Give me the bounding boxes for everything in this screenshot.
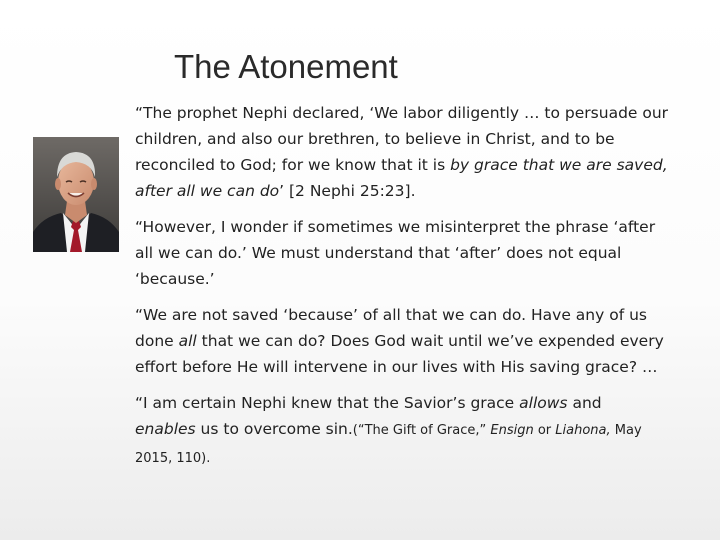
quote-line xyxy=(135,390,705,416)
quote-text: “However, I wonder if sometimes we misinterpret the phrase ‘after xyxy=(135,218,656,236)
quote-line xyxy=(135,328,705,354)
quote-text: ‘because.’ xyxy=(135,270,215,288)
quote-text: “I am certain Nephi knew that the Savior’s grace xyxy=(135,394,520,412)
quote-text: “The prophet Nephi declared, ‘We labor diligently … to persuade our xyxy=(135,104,669,122)
quote-text: us to overcome sin. xyxy=(195,420,353,438)
quote-line xyxy=(135,354,705,380)
emphasis-text: by grace that we are saved, xyxy=(450,156,668,174)
speaker-portrait-photo xyxy=(33,137,119,252)
quote-line xyxy=(135,100,705,126)
quote-paragraph xyxy=(135,390,705,472)
citation-text: (“The Gift of Grace,” xyxy=(352,423,491,438)
slide-title: The Atonement xyxy=(174,48,398,85)
quote-line xyxy=(135,214,705,240)
quote-body xyxy=(135,100,705,482)
quote-line xyxy=(135,302,705,328)
quote-text: effort before He will intervene in our lives with His saving grace? … xyxy=(135,358,658,376)
man-portrait-icon xyxy=(33,137,119,252)
quote-text: ’ [2 Nephi 25:23]. xyxy=(279,182,416,200)
quote-line xyxy=(135,126,705,152)
emphasis-text: all xyxy=(178,332,197,350)
quote-text: all we can do.’ We must understand that ‘after’ does not equal xyxy=(135,244,622,262)
emphasis-text: after all we can do xyxy=(135,182,280,200)
quote-line xyxy=(135,266,705,292)
citation-text: May xyxy=(610,423,642,438)
citation-text: or xyxy=(533,423,556,438)
citation-text: Ensign xyxy=(490,423,534,438)
citation-text: Liahona, xyxy=(555,423,611,438)
quote-line xyxy=(135,178,705,204)
quote-line xyxy=(135,240,705,266)
quote-line xyxy=(135,416,705,444)
citation-text: 2015, 110). xyxy=(135,451,211,466)
quote-text: that we can do? Does God wait until we’ve expended every xyxy=(196,332,664,350)
quote-line xyxy=(135,152,705,178)
quote-text: and xyxy=(567,394,602,412)
quote-text: “We are not saved ‘because’ of all that we can do. Have any of us xyxy=(135,306,647,324)
emphasis-text: enables xyxy=(135,420,196,438)
emphasis-text: allows xyxy=(519,394,568,412)
quote-line xyxy=(135,444,705,472)
quote-paragraph xyxy=(135,214,705,292)
quote-paragraph xyxy=(135,100,705,204)
quote-text: done xyxy=(135,332,179,350)
quote-text: reconciled to God; for we know that it is xyxy=(135,156,451,174)
quote-paragraph xyxy=(135,302,705,380)
quote-text: children, and also our brethren, to believe in Christ, and to be xyxy=(135,130,615,148)
